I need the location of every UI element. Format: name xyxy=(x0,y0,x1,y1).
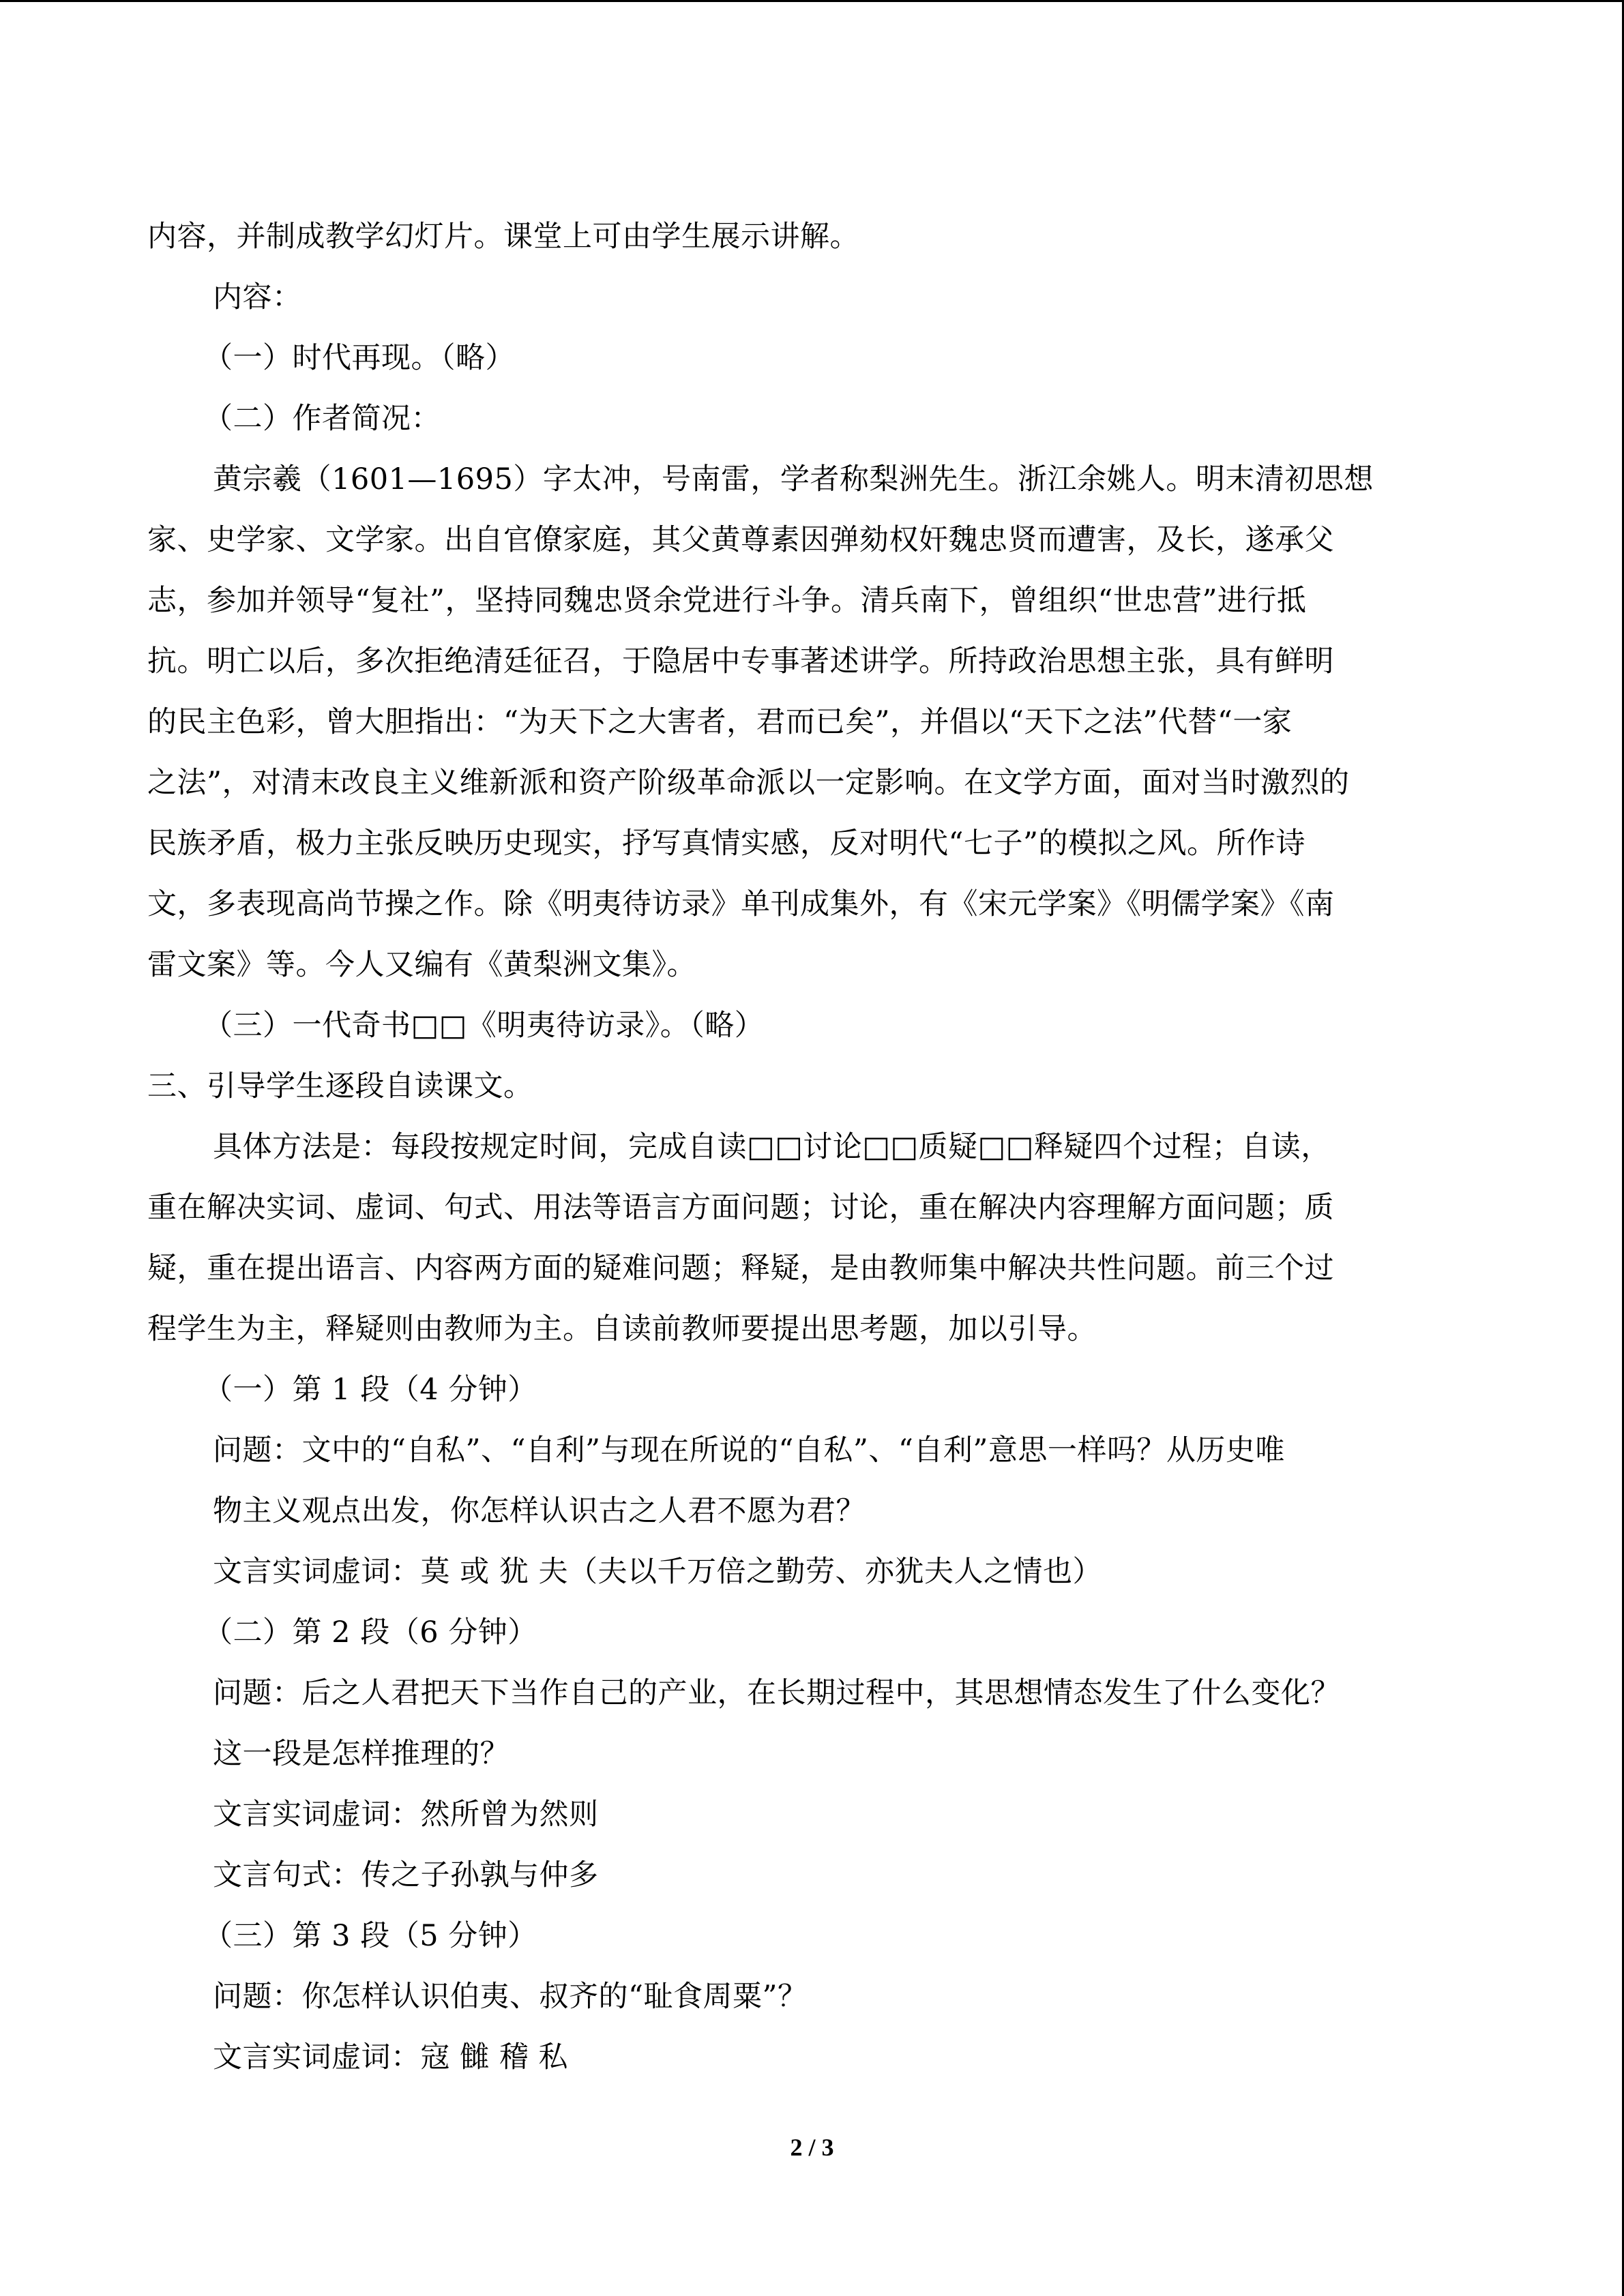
text-line: 的民主色彩，曾大胆指出：“为天下之大害者，君而已矣”，并倡以“天下之法”代替“一家 xyxy=(147,705,1293,739)
text-line: （一）第 1 段（4 分钟） xyxy=(203,1373,537,1407)
text-line: 志，参加并领导“复社”，坚持同魏忠贤余党进行斗争。清兵南下，曾组织“世忠营”进行抵 xyxy=(147,584,1307,618)
text-line: 文言实词虚词：然所曾为然则 xyxy=(213,1798,599,1832)
text-line: 具体方法是：每段按规定时间，完成自读□□讨论□□质疑□□释疑四个过程；自读， xyxy=(213,1130,1331,1164)
text-line: 文，多表现高尚节操之作。除《明夷待访录》单刊成集外，有《宋元学案》《明儒学案》《南 xyxy=(147,887,1335,921)
text-line: （二）第 2 段（6 分钟） xyxy=(203,1615,537,1650)
text-line: （二）作者简况： xyxy=(203,402,441,436)
section-heading: 三、引导学生逐段自读课文。 xyxy=(147,1069,533,1103)
text-line: 问题：文中的“自私”、“自利”与现在所说的“自私”、“自利”意思一样吗？从历史唯 xyxy=(213,1433,1285,1467)
text-line: 重在解决实词、虚词、句式、用法等语言方面问题；讨论，重在解决内容理解方面问题；质 xyxy=(147,1191,1334,1225)
document-body xyxy=(147,207,1476,2088)
text-line: 雷文案》等。今人又编有《黄梨洲文集》。 xyxy=(147,948,696,982)
text-line: （一）时代再现。（略） xyxy=(203,341,515,375)
text-line: 文言实词虚词：寇 雠 稽 私 xyxy=(213,2040,569,2074)
text-line: 文言句式：传之子孙孰与仲多 xyxy=(213,1858,599,1892)
text-line: 问题：你怎样认识伯夷、叔齐的“耻食周粟”？ xyxy=(213,1980,808,2014)
text-line: 民族矛盾，极力主张反映历史现实，抒写真情实感，反对明代“七子”的模拟之风。所作诗 xyxy=(147,826,1305,861)
text-line: 疑，重在提出语言、内容两方面的疑难问题；释疑，是由教师集中解决共性问题。前三个过 xyxy=(147,1251,1334,1285)
text-line: 抗。明亡以后，多次拒绝清廷征召，于隐居中专事著述讲学。所持政治思想主张，具有鲜明 xyxy=(147,644,1334,679)
text-line: 文言实词虚词：莫 或 犹 夫（夫以千万倍之勤劳、亦犹夫人之情也） xyxy=(213,1555,1103,1589)
text-line: （三）一代奇书□□《明夷待访录》。（略） xyxy=(203,1009,765,1043)
text-line: 这一段是怎样推理的？ xyxy=(213,1737,510,1771)
text-line: 程学生为主，释疑则由教师为主。自读前教师要提出思考题，加以引导。 xyxy=(147,1312,1097,1346)
text-line: 之法”，对清末改良主义维新派和资产阶级革命派以一定影响。在文学方面，面对当时激烈的 xyxy=(147,766,1350,800)
text-line: 内容，并制成教学幻灯片。课堂上可由学生展示讲解。 xyxy=(147,220,859,254)
text-line: 黄宗羲（1601—1695）字太冲，号南雷，学者称梨洲先生。浙江余姚人。明末清初思想 xyxy=(213,462,1374,496)
text-line: 内容： xyxy=(213,280,302,314)
text-line: 家、史学家、文学家。出自官僚家庭，其父黄尊素因弹劾权奸魏忠贤而遭害，及长，遂承父 xyxy=(147,523,1334,557)
text-line: 物主义观点出发，你怎样认识古之人君不愿为君？ xyxy=(213,1494,866,1528)
text-line: 问题：后之人君把天下当作自己的产业，在长期过程中，其思想情态发生了什么变化？ xyxy=(213,1676,1340,1710)
page-number: 2 / 3 xyxy=(790,2134,834,2161)
text-line: （三）第 3 段（5 分钟） xyxy=(203,1919,537,1953)
